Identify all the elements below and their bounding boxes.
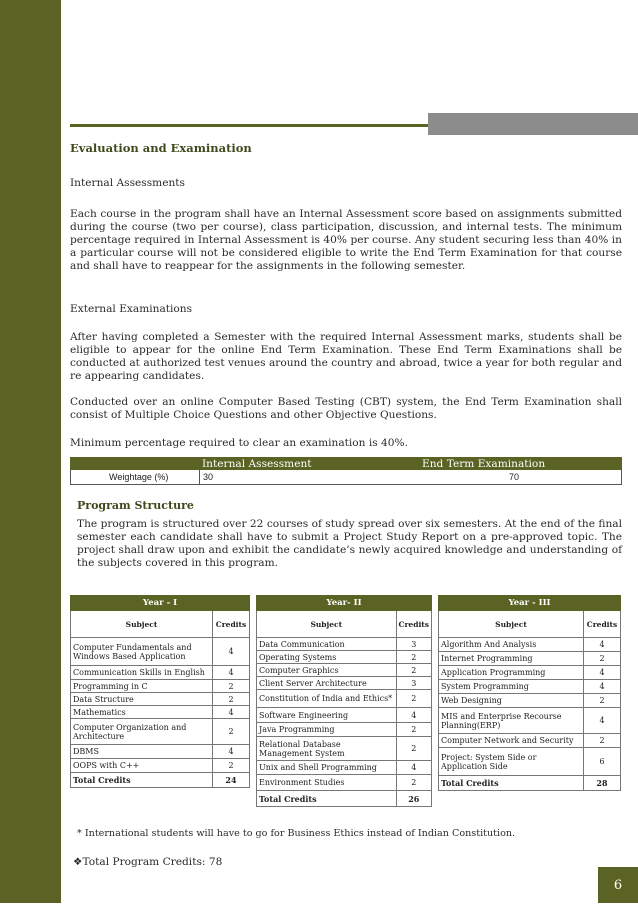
table-row: Data Communication <box>257 638 397 651</box>
header-gray-bar <box>428 113 638 135</box>
table-row: DBMS <box>71 745 213 759</box>
year3-title: Year - III <box>439 596 621 611</box>
table-row: OOPS with C++ <box>71 759 213 773</box>
year1-title: Year - I <box>71 596 250 611</box>
table-row: Communication Skills in English <box>71 666 213 680</box>
sidebar-band <box>0 0 61 903</box>
year1-table: Year - I Subject Credits Computer Fundamentals and Windows Based Application 4 Communication Skills in English 4 Programming in C 2 Data Structure 2 Mathematics 4 Computer Organization and Architecture 2 DBMS 4 OOPS with C++ 2 Total Credits 24 <box>70 595 250 788</box>
table-row: Relational Database Management System <box>257 737 397 761</box>
year3-subject-header: Subject <box>439 611 584 638</box>
table-row: Project: System Side or Application Side <box>439 748 584 776</box>
weightage-endterm-value: 70 <box>509 472 520 482</box>
table-row: Client Server Architecture <box>257 677 397 690</box>
year2-table: Year- II Subject Credits Data Communication 3 Operating Systems 2 Computer Graphics 2 Client Server Architecture 3 Constitution of India and Ethics* 2 Software Engineering 4 Java Programming 2 Relational Database Management System 2 Unix and Shell Programming 4 Environment Studies 2 Total Credits 26 <box>256 595 432 807</box>
year1-total: 24 <box>213 773 250 788</box>
weightage-row-label: Weightage (%) <box>109 472 169 482</box>
year3-total-label: Total Credits <box>439 776 584 791</box>
header-rule <box>70 124 428 127</box>
table-row: Mathematics <box>71 706 213 719</box>
year2-subject-header: Subject <box>257 611 397 638</box>
table-row: Computer Graphics <box>257 664 397 677</box>
table-row: Programming in C <box>71 680 213 693</box>
table-row: Algorithm And Analysis <box>439 638 584 652</box>
year3-credits-header: Credits <box>584 611 621 638</box>
table-row: Software Engineering <box>257 708 397 723</box>
page-number: 6 <box>598 867 638 903</box>
year3-total: 28 <box>584 776 621 791</box>
evaluation-heading: Evaluation and Examination <box>70 141 252 155</box>
table-row: Computer Organization and Architecture <box>71 719 213 745</box>
table-row: Web Designing <box>439 694 584 708</box>
table-row: Java Programming <box>257 723 397 737</box>
program-heading: Program Structure <box>77 499 194 512</box>
internal-heading: Internal Assessments <box>70 177 185 189</box>
table-row: Computer Network and Security <box>439 734 584 748</box>
cbt-paragraph: Conducted over an online Computer Based Testing (CBT) system, the End Term Examination shall consist of Multiple Choice Questions and other Objective Questions. <box>70 396 622 421</box>
table-row: Internet Programming <box>439 652 584 666</box>
table-row: Unix and Shell Programming <box>257 761 397 775</box>
program-paragraph: The program is structured over 22 courses of study spread over six semesters. At the end of the final semester each candidate shall have to submit a Project Study Report on a pre-approved topic. The project shall draw upon and exhibit the candidate’s newly acquired knowledge and understanding of the subjects covered in this program. <box>77 518 622 569</box>
table-row: Data Structure <box>71 693 213 706</box>
weightage-col-endterm: End Term Examination <box>422 458 546 470</box>
table-row: MIS and Enterprise Recourse Planning(ERP) <box>439 708 584 734</box>
year2-credits-header: Credits <box>396 611 431 638</box>
year1-subject-header: Subject <box>71 611 213 638</box>
table-row: Environment Studies <box>257 775 397 791</box>
year2-title: Year- II <box>257 596 432 611</box>
year1-total-label: Total Credits <box>71 773 213 788</box>
year2-total: 26 <box>396 791 431 807</box>
weightage-internal-value: 30 <box>203 472 214 482</box>
table-row: System Programming <box>439 680 584 694</box>
footnote: * International students will have to go for Business Ethics instead of Indian Constitution. <box>77 828 516 839</box>
table-row: Application Programming <box>439 666 584 680</box>
weightage-header <box>70 457 622 470</box>
min-pass-text: Minimum percentage required to clear an examination is 40%. <box>70 437 408 449</box>
year1-credits-header: Credits <box>213 611 250 638</box>
year3-table: Year - III Subject Credits Algorithm And Analysis 4 Internet Programming 2 Application Programming 4 System Programming 4 Web Designing 2 MIS and Enterprise Recourse Planning(ERP) 4 Computer Network and Security 2 Project: System Side or Application Side 6 Total Credits 28 <box>438 595 621 791</box>
table-row: Constitution of India and Ethics* <box>257 690 397 708</box>
weightage-col-internal: Internal Assessment <box>202 458 312 470</box>
internal-paragraph: Each course in the program shall have an Internal Assessment score based on assignments submitted during the course (two per course), class participation, discussion, and internal tests. The minimum percentage required in Internal Assessment is 40% per course. Any student securing less than 40% in a particular course will not be considered eligible to write the End Term Examination for that course and shall have to reappear for the assignments in the following semester. <box>70 208 622 272</box>
table-row: Operating Systems <box>257 651 397 664</box>
table-row: Computer Fundamentals and Windows Based Application <box>71 638 213 666</box>
weightage-row <box>70 470 622 485</box>
external-paragraph: After having completed a Semester with the required Internal Assessment marks, students shall be eligible to appear for the online End Term Examination. These End Term Examinations shall be conducted at authorized test venues around the country and abroad, twice a year for both regular and re appearing candidates. <box>70 331 622 382</box>
year2-total-label: Total Credits <box>257 791 397 807</box>
weightage-table <box>70 457 622 485</box>
total-program-credits: ❖Total Program Credits: 78 <box>73 856 223 868</box>
external-heading: External Examinations <box>70 303 193 315</box>
